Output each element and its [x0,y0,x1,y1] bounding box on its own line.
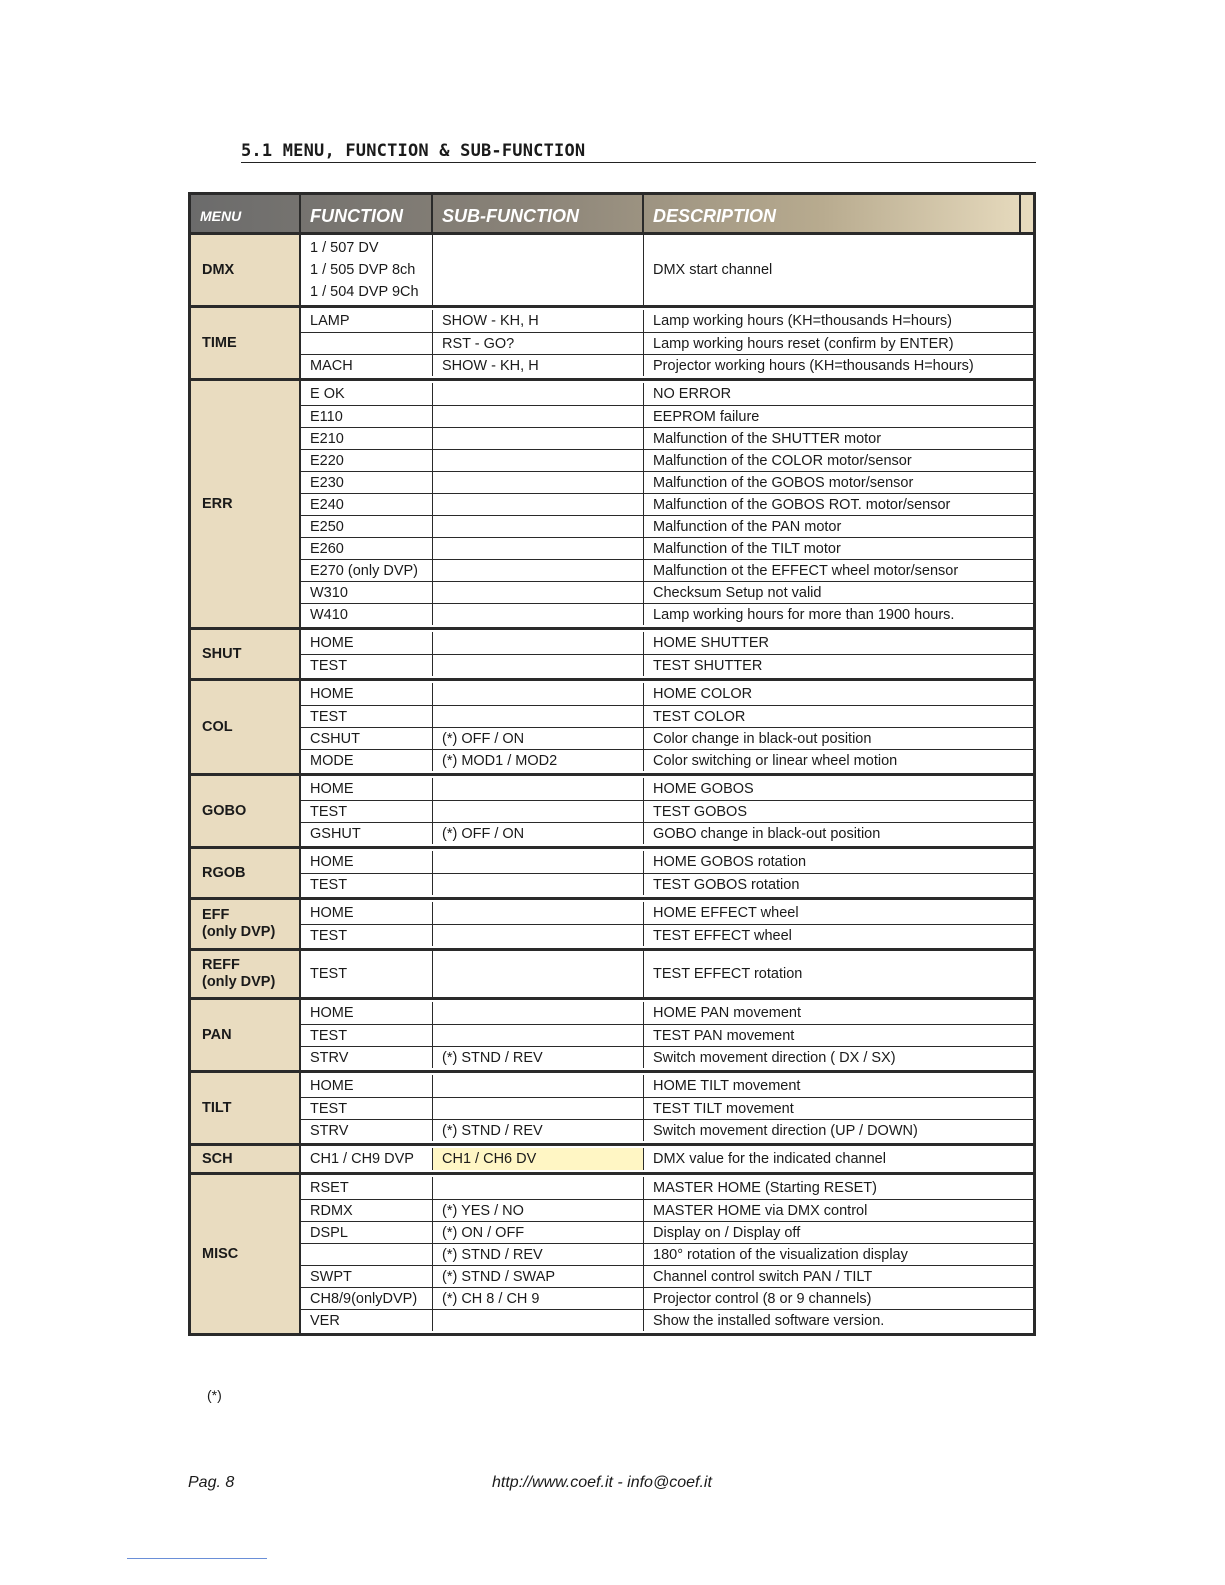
sub-function-cell [433,450,644,471]
menu-cell: ERR [191,381,301,627]
function-cell: TEST [301,655,433,676]
menu-group-err [191,381,1033,627]
sub-function-cell: (*) OFF / ON [433,728,644,749]
col-header-function: FUNCTION [310,206,403,226]
sub-function-cell [433,494,644,515]
sub-function-cell: SHOW - KH, H [433,355,644,376]
footnote: (*) [207,1387,222,1403]
table-row [301,259,1033,281]
sub-function-cell [433,683,644,705]
sub-function-cell [433,1025,644,1046]
function-cell: HOME [301,632,433,654]
table-row [301,383,1033,405]
function-cell: HOME [301,778,433,800]
table-row [301,559,1033,581]
description-cell: TEST GOBOS rotation [653,877,800,893]
description-cell: HOME SHUTTER [653,635,769,651]
table-row [301,449,1033,471]
function-cell: TEST [301,801,433,822]
menu-group-pan [191,1000,1033,1070]
sub-function-cell [433,874,644,895]
function-cell: 1 / 507 DV [310,240,379,256]
description-cell: HOME GOBOS rotation [653,854,807,870]
description-cell: EEPROM failure [653,409,760,425]
function-cell: STRV [301,1047,433,1068]
menu-group-col [191,681,1033,773]
menu-group-time [191,308,1033,378]
function-cell: DSPL [301,1222,433,1243]
table-row [301,354,1033,376]
menu-group-tilt [191,1073,1033,1143]
menu-group-shut [191,630,1033,678]
description-cell [644,281,1033,303]
function-cell: TEST [301,706,433,727]
sub-function-cell [433,706,644,727]
table-row [301,924,1033,946]
table-row [301,1309,1033,1331]
description-cell: TEST SHUTTER [653,658,763,674]
table-row [301,515,1033,537]
sub-function-cell [433,582,644,603]
sub-function-cell [433,632,644,654]
sub-function-cell [433,801,644,822]
function-cell: E240 [301,494,433,515]
table-row [301,1265,1033,1287]
function-cell: LAMP [301,310,433,332]
menu-cell: GOBO [191,776,301,846]
menu-cell: COL [191,681,301,773]
description-cell: Projector working hours (KH=thousands H=hours) [653,358,974,374]
function-cell: E260 [301,538,433,559]
table-row [301,471,1033,493]
table-row [301,632,1033,654]
function-cell: HOME [301,902,433,924]
menu-cell: REFF (only DVP) [191,951,301,997]
menu-cell: TIME [191,308,301,378]
menu-cell: MISC [191,1175,301,1333]
sub-function-cell: (*) YES / NO [433,1200,644,1221]
table-row [301,1002,1033,1024]
sub-function-cell: SHOW - KH, H [433,310,644,332]
description-cell: Switch movement direction (UP / DOWN) [653,1123,918,1139]
sub-function-cell: (*) STND / REV [433,1120,644,1141]
menu-group-misc [191,1175,1033,1333]
description-cell: DMX start channel [653,262,773,278]
function-cell: MODE [301,750,433,771]
menu-cell: TILT [191,1073,301,1143]
sub-function-cell [433,925,644,946]
sub-function-cell [433,1098,644,1119]
table-row [301,427,1033,449]
sub-function-cell [433,516,644,537]
function-cell: HOME [301,1075,433,1097]
table-row [301,537,1033,559]
table-row [301,493,1033,515]
function-cell: SWPT [301,1266,433,1287]
description-cell: Malfunction of the GOBOS motor/sensor [653,475,914,491]
description-cell: Lamp working hours reset (confirm by ENTER) [653,336,954,352]
function-cell: E250 [301,516,433,537]
function-cell: E270 (only DVP) [301,560,433,581]
table-row [301,1199,1033,1221]
sub-function-cell [433,406,644,427]
sub-function-cell: RST - GO? [433,333,644,354]
function-cell: E110 [301,406,433,427]
sub-function-cell: (*) MOD1 / MOD2 [433,750,644,771]
table-row [301,1243,1033,1265]
description-cell: 180° rotation of the visualization display [653,1247,908,1263]
description-cell: Malfunction of the GOBOS ROT. motor/sensor [653,497,951,513]
table-row [301,851,1033,873]
table-row [301,1075,1033,1097]
function-cell: 1 / 505 DVP 8ch [310,262,416,278]
description-cell: Lamp working hours for more than 1900 hours. [653,607,955,623]
menu-function-table [188,192,1036,1336]
function-cell: HOME [301,851,433,873]
menu-group-sch [191,1146,1033,1172]
description-cell: Malfunction of the SHUTTER motor [653,431,882,447]
sub-function-cell [433,951,644,997]
table-row [301,1287,1033,1309]
table-row [301,1119,1033,1141]
section-heading: 5.1 MENU, FUNCTION & SUB-FUNCTION [241,140,1036,163]
table-row [301,603,1033,625]
description-cell: Malfunction ot the EFFECT wheel motor/sensor [653,563,959,579]
description-cell: DMX value for the indicated channel [653,1151,886,1167]
sub-function-cell: (*) STND / SWAP [433,1266,644,1287]
sub-function-cell [433,1002,644,1024]
description-cell: Malfunction of the TILT motor [653,541,841,557]
description-cell [644,237,1033,259]
function-cell: VER [301,1310,433,1331]
menu-cell: SHUT [191,630,301,678]
table-row [301,1046,1033,1068]
table-row [301,683,1033,705]
description-cell: Checksum Setup not valid [653,585,822,601]
description-cell: Projector control (8 or 9 channels) [653,1291,872,1307]
description-cell: TEST EFFECT wheel [653,928,792,944]
col-header-description: DESCRIPTION [653,206,777,226]
table-row [301,727,1033,749]
description-cell: Color switching or linear wheel motion [653,753,898,769]
function-cell: E220 [301,450,433,471]
sub-function-cell [433,281,644,303]
function-cell: W410 [301,604,433,625]
function-cell: MACH [301,355,433,376]
menu-group-gobo [191,776,1033,846]
menu-cell: SCH [191,1146,301,1172]
function-cell [301,1244,433,1265]
bottom-rule [127,1558,267,1559]
function-cell: TEST [301,1025,433,1046]
description-cell: NO ERROR [653,386,732,402]
description-cell: Color change in black-out position [653,731,872,747]
col-header-sub-function: SUB-FUNCTION [442,206,579,226]
description-cell: Display on / Display off [653,1225,801,1241]
function-cell: E210 [301,428,433,449]
table-row [301,581,1033,603]
footer-links: http://www.coef.it - info@coef.it [492,1474,712,1491]
description-cell: TEST EFFECT rotation [653,966,803,982]
function-cell [301,333,433,354]
function-cell: TEST [301,951,433,997]
function-cell: GSHUT [301,823,433,844]
sub-function-cell [433,560,644,581]
function-cell: TEST [301,874,433,895]
table-row [301,873,1033,895]
table-row [301,310,1033,332]
table-row [301,778,1033,800]
table-row [301,654,1033,676]
table-row [301,705,1033,727]
description-cell: HOME GOBOS [653,781,754,797]
table-row [301,332,1033,354]
description-cell: GOBO change in black-out position [653,826,881,842]
description-cell: HOME COLOR [653,686,753,702]
sub-function-cell [433,1310,644,1331]
description-cell: MASTER HOME via DMX control [653,1203,868,1219]
function-cell: E230 [301,472,433,493]
table-row [301,800,1033,822]
sub-function-cell: CH1 / CH6 DV [433,1148,644,1170]
sub-function-cell [433,778,644,800]
sub-function-cell [433,237,644,259]
menu-group-rgob [191,849,1033,897]
sub-function-cell: (*) CH 8 / CH 9 [433,1288,644,1309]
menu-cell: PAN [191,1000,301,1070]
description-cell: HOME EFFECT wheel [653,905,799,921]
description-cell: Malfunction of the PAN motor [653,519,842,535]
description-cell: Lamp working hours (KH=thousands H=hours) [653,313,953,329]
sub-function-cell [433,655,644,676]
table-row [301,951,1033,997]
table-header [191,195,1033,235]
description-cell: TEST GOBOS [653,804,748,820]
function-cell: CSHUT [301,728,433,749]
function-cell: CH1 / CH9 DVP [301,1148,433,1170]
menu-cell: DMX [191,235,301,305]
description-cell: Show the installed software version. [653,1313,885,1329]
sub-function-cell: (*) OFF / ON [433,823,644,844]
menu-cell: EFF (only DVP) [191,900,301,948]
table-row [301,1024,1033,1046]
sub-function-cell [433,428,644,449]
sub-function-cell [433,1177,644,1199]
description-cell: TEST TILT movement [653,1101,794,1117]
function-cell: STRV [301,1120,433,1141]
sub-function-cell [433,851,644,873]
sub-function-cell: (*) ON / OFF [433,1222,644,1243]
table-row [301,822,1033,844]
table-row [301,1177,1033,1199]
description-cell: Malfunction of the COLOR motor/sensor [653,453,912,469]
table-row [301,1148,1033,1170]
table-row [301,749,1033,771]
page-number: Pag. 8 [188,1474,235,1491]
function-cell: CH8/9(onlyDVP) [301,1288,433,1309]
table-row [301,1097,1033,1119]
function-cell: HOME [301,1002,433,1024]
menu-group-reff [191,951,1033,997]
description-cell: Channel control switch PAN / TILT [653,1269,873,1285]
menu-cell: RGOB [191,849,301,897]
function-cell: TEST [301,925,433,946]
function-cell: HOME [301,683,433,705]
sub-function-cell [433,472,644,493]
sub-function-cell: (*) STND / REV [433,1244,644,1265]
sub-function-cell [433,604,644,625]
description-cell: TEST PAN movement [653,1028,795,1044]
function-cell: RSET [301,1177,433,1199]
function-cell: 1 / 504 DVP 9Ch [310,284,419,300]
description-cell: MASTER HOME (Starting RESET) [653,1180,877,1196]
sub-function-cell [433,1075,644,1097]
table-row [301,237,1033,259]
description-cell: HOME TILT movement [653,1078,801,1094]
sub-function-cell [433,259,644,281]
sub-function-cell [433,538,644,559]
table-row [301,281,1033,303]
sub-function-cell [433,383,644,405]
description-cell: TEST COLOR [653,709,746,725]
function-cell: E OK [301,383,433,405]
description-cell: HOME PAN movement [653,1005,801,1021]
col-header-menu: MENU [200,208,242,224]
sub-function-cell [433,902,644,924]
sub-function-cell: (*) STND / REV [433,1047,644,1068]
menu-group-dmx [191,235,1033,305]
function-cell: TEST [301,1098,433,1119]
table-row [301,1221,1033,1243]
description-cell: Switch movement direction ( DX / SX) [653,1050,896,1066]
table-row [301,405,1033,427]
table-row [301,902,1033,924]
function-cell: W310 [301,582,433,603]
menu-group-eff [191,900,1033,948]
function-cell: RDMX [301,1200,433,1221]
